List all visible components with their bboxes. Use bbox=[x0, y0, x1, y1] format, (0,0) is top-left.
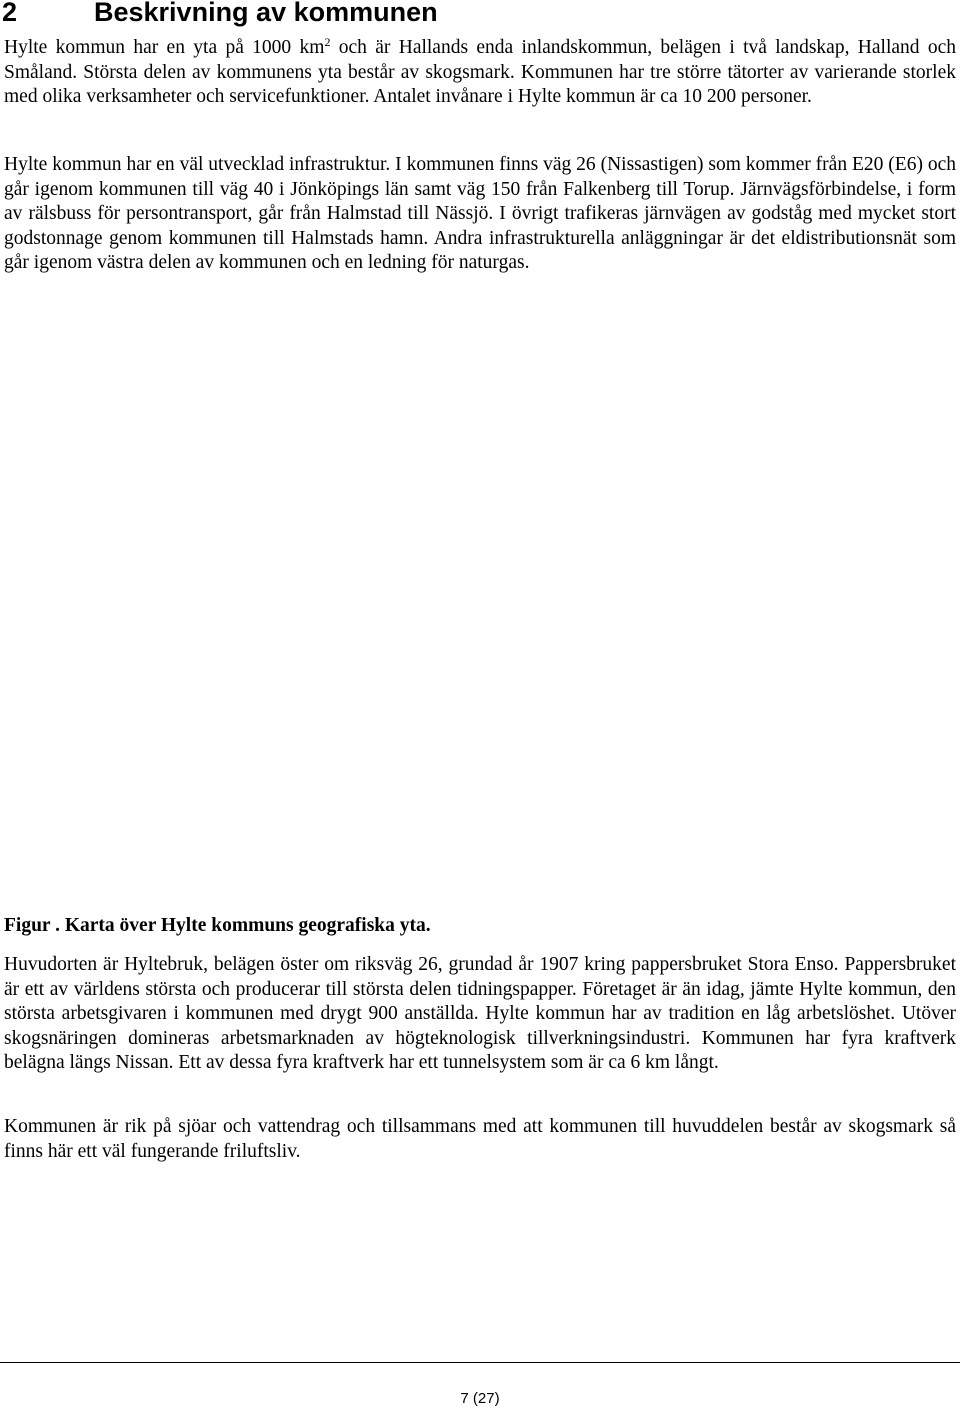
section-number: 2 bbox=[2, 0, 18, 27]
map-figure-area bbox=[4, 312, 956, 884]
area-superscript: 2 bbox=[324, 35, 331, 49]
section-heading bbox=[2, 0, 438, 28]
intro-text-end: och är Hallands enda inlandskommun, belägen i två landskap, Halland och Småland. Största delen av kommunens yta består av skogsmark. Kommunen har tre större tätorter av varierande storlek med olika verksamheter och servicefunktioner. Antalet invånare i Hylte kommun är ca 10 200 personer. bbox=[4, 37, 957, 107]
intro-text-start: Hylte kommun har en yta på 1000 km bbox=[4, 37, 325, 58]
figure-caption: Figur . Karta över Hylte kommuns geografiska yta. bbox=[4, 915, 431, 936]
hyltebruk-paragraph: Huvudorten är Hyltebruk, belägen öster om riksväg 26, grundad år 1907 kring pappersbruket Stora Enso. Pappersbruket är ett av världens största och producerar till största delen tidningspapper. Företaget är än idag, jämte Hylte kommun, den största arbetsgivaren i kommunen med drygt 900 anställda. Hylte kommun har av tradition en låg arbetslöshet. Utöver skogsnäringen domineras arbetsmarknaden av högteknologisk tillverkningsindustri. Kommunen har fyra kraftverk belägna längs Nissan. Ett av dessa fyra kraftverk har ett tunnelsystem som är ca 6 km långt. bbox=[4, 954, 956, 1073]
section-title: Beskrivning av kommunen bbox=[94, 0, 438, 27]
nature-paragraph: Kommunen är rik på sjöar och vattendrag och tillsammans med att kommunen till huvuddelen består av skogsmark så finns här ett väl fungerande friluftsliv. bbox=[4, 1116, 956, 1162]
page-number: 7 (27) bbox=[460, 1390, 500, 1407]
intro-paragraph bbox=[4, 36, 956, 110]
infrastructure-paragraph: Hylte kommun har en väl utvecklad infrastruktur. I kommunen finns väg 26 (Nissastigen) som kommer från E20 (E6) och går igenom kommunen till väg 40 i Jönköpings län samt väg 150 från Falkenberg till Torup. Järnvägsförbindelse, i form av rälsbuss för persontransport, går från Halmstad till Nässjö. I övrigt trafikeras järnvägen av godståg med mycket stort godstonnage genom kommunen till Halmstads hamn. Andra infrastrukturella anläggningar är det eldistributionsnät som går igenom västra delen av kommunen och en ledning för naturgas. bbox=[4, 154, 956, 273]
footer-divider bbox=[0, 1362, 960, 1363]
